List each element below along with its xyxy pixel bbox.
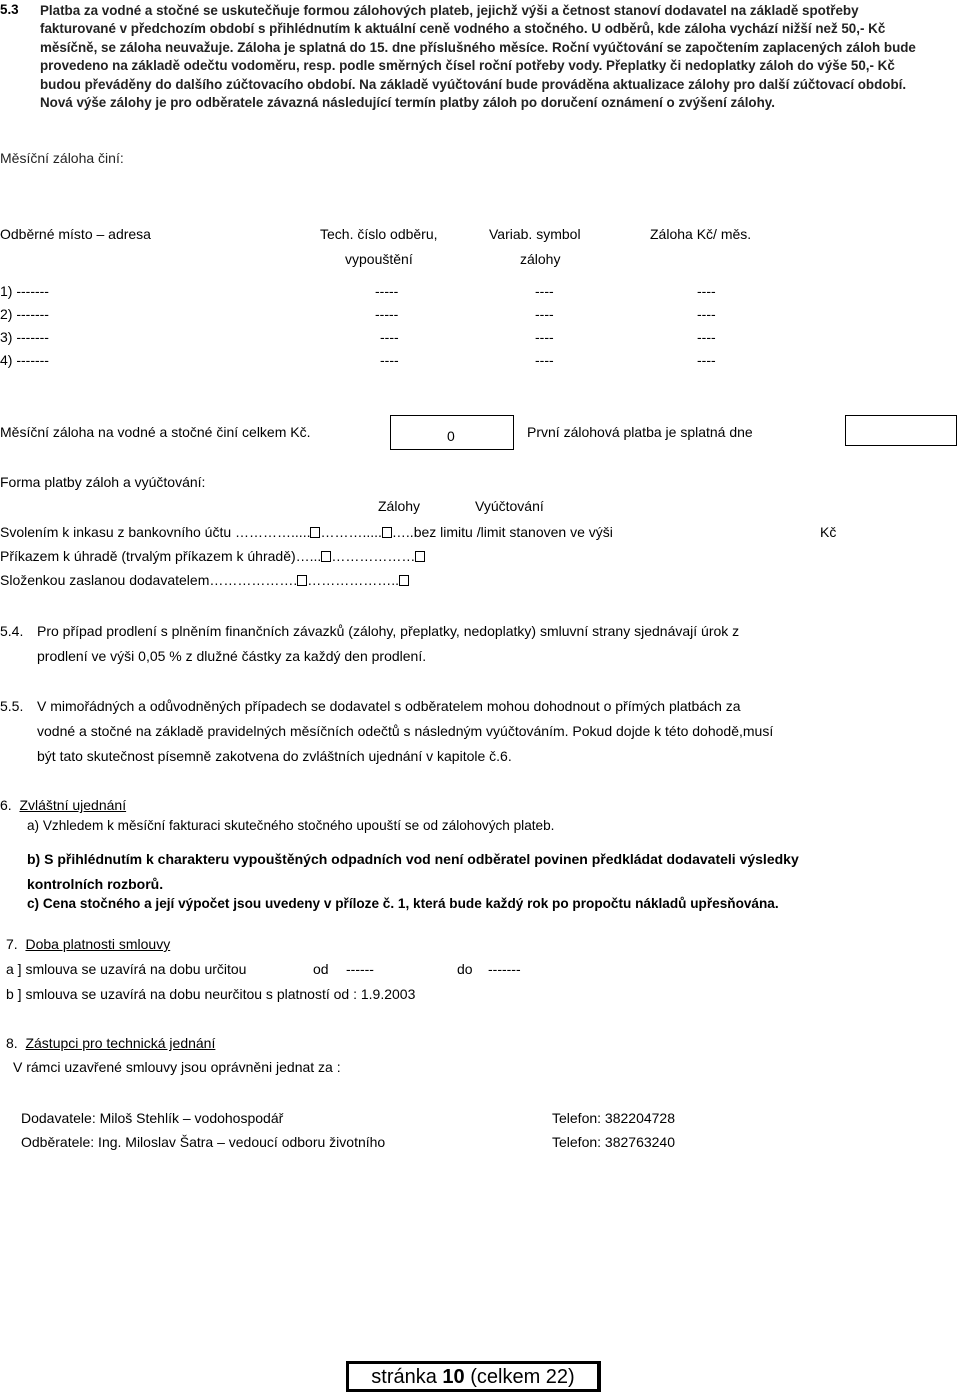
supplier-phone: Telefon: 382204728 [552, 1110, 675, 1126]
header-variable-symbol-2: zálohy [520, 251, 561, 267]
payment-option-standing-order [0, 548, 425, 564]
option-dots: ……………….. [307, 572, 400, 588]
header-variable-symbol: Variab. symbol [489, 226, 581, 242]
section-5-5-line2: vodné a stočné na základě pravidelných měsíčních odečtů s následným vyúčtováním. Pokud dojde k této dohodě,musí [37, 723, 774, 739]
table-row-var: ---- [535, 329, 554, 345]
header-amount: Záloha Kč/ měs. [650, 226, 752, 242]
billing-checkbox[interactable] [399, 575, 409, 586]
section-7-from: od [313, 961, 329, 977]
section-5-4-line1: Pro případ prodlení s plněním finančních závazků (zálohy, přeplatky, nedoplatky) smluvní strany sjednávají úrok z [37, 623, 740, 639]
first-payment-label: První zálohová platba je splatná dne [527, 424, 753, 440]
table-row-tech: ---- [380, 329, 399, 345]
section-5-5-line3: být tato skutečnost písemně zakotvena do zvláštních ujednání v kapitole č.6. [37, 748, 512, 764]
total-value: 0 [447, 428, 455, 444]
header-tech-number-2: vypouštění [345, 251, 413, 267]
section-5-4-line2: prodlení ve výši 0,05 % z dlužné částky za každý den prodlení. [37, 648, 427, 664]
table-row-amount: ---- [697, 283, 716, 299]
section-6-heading [0, 797, 126, 813]
section-title: Doba platnosti smlouvy [25, 936, 171, 952]
header-address: Odběrné místo – adresa [0, 226, 151, 242]
advance-checkbox[interactable] [310, 527, 320, 538]
section-6-item-b-line1: b) S přihlédnutím k charakteru vypouštěných odpadních vod není odběratel povinen předkládat dodavateli výsledky [27, 851, 799, 867]
advance-checkbox[interactable] [321, 551, 331, 562]
section-5-5-number: 5.5. [0, 698, 24, 714]
billing-checkbox[interactable] [382, 527, 392, 538]
section-number: 6. [0, 797, 12, 813]
supplier-representative: Dodavatele: Miloš Stehlík – vodohospodář [21, 1110, 284, 1126]
total-value-box[interactable] [390, 415, 514, 450]
table-row-amount: ---- [697, 352, 716, 368]
col-advances: Zálohy [378, 498, 421, 514]
option-limit: …..bez limitu /limit stanoven ve výši [391, 524, 613, 540]
table-row-tech: ----- [375, 283, 399, 299]
section-7-item-a: a ] smlouva se uzavírá na dobu určitou [6, 961, 247, 977]
footer-prefix: stránka [371, 1366, 437, 1388]
footer-suffix: (celkem 22) [470, 1366, 575, 1388]
payment-form-title: Forma platby záloh a vyúčtování: [0, 474, 206, 490]
section-paragraph: Platba za vodné a stočné se uskutečňuje formou zálohových plateb, jejichž výši a četnost stanoví dodavatel na základě spotřeby fakturované v předchozím období s přihlédnutím k aktuální ceně vodného a stočného. U odběrů, kde záloha vychází nižší než 50,- Kč měsíčně, se záloha neuvažuje. Záloha je splatná do 15. dne příslušného měsíce. Roční vyúčtování se započtením zaplacených záloh bude provedeno na základě odečtu vodoměru, resp. podle směrných čísel roční potřeby vody. Přeplatky či nedoplatky záloh do výše 50,- Kč budou převáděny do dalšího zúčtovacího období. Na základě vyúčtování bude prováděna aktualizace zálohy pro další zúčtovací období. Nová výše zálohy je pro odběratele závazná následující termín platby záloh po doručení oznámení o zvýšení zálohy. [40, 3, 916, 111]
table-row-place: 1) ------- [0, 283, 49, 299]
section-5-4-number: 5.4. [0, 623, 24, 639]
section-number: 5.3 [0, 2, 19, 17]
section-8-heading [6, 1035, 215, 1051]
section-6-item-c: c) Cena stočného a její výpočet jsou uvedeny v příloze č. 1, která bude každý rok po propočtu nákladů upřesňována. [27, 896, 779, 911]
limit-currency: Kč [820, 524, 837, 540]
customer-representative: Odběratele: Ing. Miloslav Šatra – vedoucí odboru životního [21, 1134, 386, 1150]
option-dots: ……………… [331, 548, 416, 564]
section-7-item-b: b ] smlouva se uzavírá na dobu neurčitou s platností od : 1.9.2003 [6, 986, 416, 1002]
monthly-advance-label: Měsíční záloha činí: [0, 150, 124, 166]
table-row-tech: ---- [380, 352, 399, 368]
option-label: Svolením k inkasu z bankovního účtu …………..... [0, 524, 311, 540]
table-row-place: 4) ------- [0, 352, 49, 368]
table-row-var: ---- [535, 352, 554, 368]
section-8-intro: V rámci uzavřené smlouvy jsou oprávněni jednat za : [13, 1059, 341, 1075]
first-payment-date-box[interactable] [845, 415, 957, 446]
table-row-amount: ---- [697, 306, 716, 322]
table-row-var: ---- [535, 283, 554, 299]
section-5-5-line1: V mimořádných a odůvodněných případech se dodavatel s odběratelem mohou dohodnout o přímých platbách za [37, 698, 741, 714]
section-number: 8. [6, 1035, 18, 1051]
section-6-item-b-line2: kontrolních rozborů. [27, 876, 164, 892]
section-title: Zvláštní ujednání [19, 797, 127, 813]
section-7-from-value: ------ [346, 961, 374, 977]
table-row-place: 2) ------- [0, 306, 49, 322]
option-label: Složenkou zaslanou dodavatelem………………. [0, 572, 298, 588]
table-row-tech: ----- [375, 306, 399, 322]
option-label: Příkazem k úhradě (trvalým příkazem k úhradě)…... [0, 548, 322, 564]
section-6-item-a: a) Vzhledem k měsíční fakturaci skutečného stočného upouští se od zálohových plateb. [27, 818, 555, 833]
section-title: Zástupci pro technická jednání [25, 1035, 216, 1051]
section-7-to-value: ------- [488, 961, 521, 977]
advance-checkbox[interactable] [297, 575, 307, 586]
table-row-var: ---- [535, 306, 554, 322]
col-billing: Vyúčtování [475, 498, 544, 514]
header-tech-number: Tech. číslo odběru, [320, 226, 438, 242]
section-7-to: do [457, 961, 473, 977]
page-number-footer [346, 1361, 601, 1392]
section-number: 7. [6, 936, 18, 952]
payment-option-direct-debit [0, 524, 613, 540]
table-row-place: 3) ------- [0, 329, 49, 345]
footer-page: 10 [442, 1366, 465, 1388]
option-dots: ………..... [320, 524, 382, 540]
table-row-amount: ---- [697, 329, 716, 345]
total-label: Měsíční záloha na vodné a stočné činí celkem Kč. [0, 424, 311, 440]
billing-checkbox[interactable] [415, 551, 425, 562]
payment-option-postal-order [0, 572, 409, 588]
customer-phone: Telefon: 382763240 [552, 1134, 675, 1150]
section-7-heading [6, 936, 170, 952]
